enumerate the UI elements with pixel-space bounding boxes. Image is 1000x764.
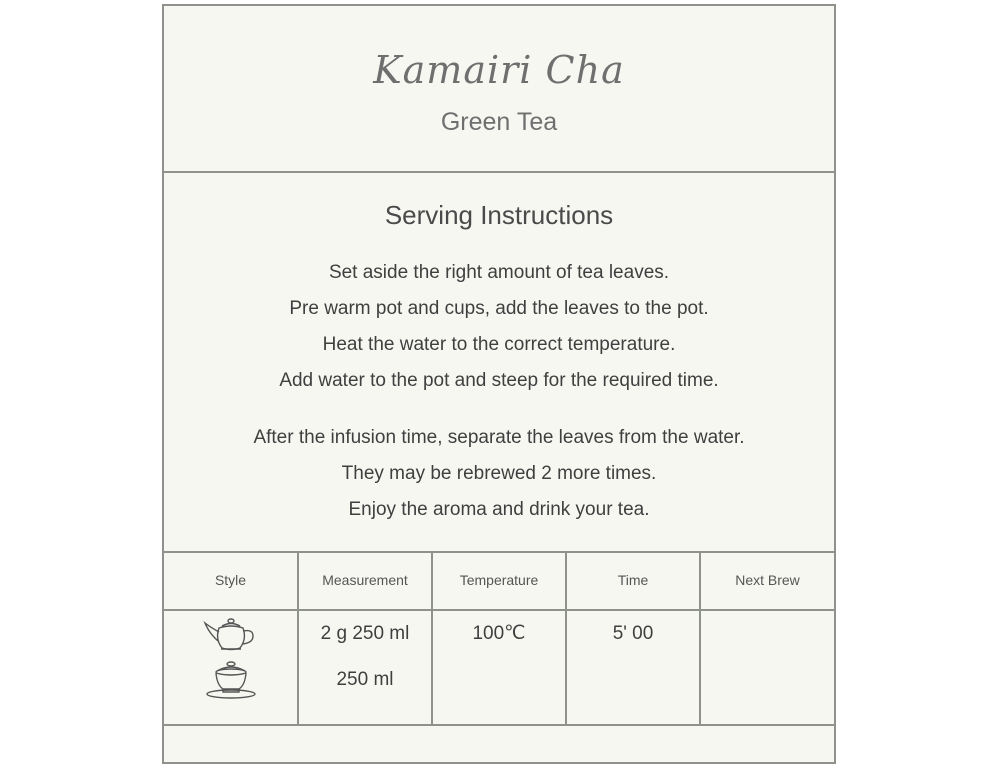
column-header-measurement: Measurement xyxy=(298,551,432,610)
temperature-value: 100℃ xyxy=(472,623,526,644)
instruction-note: After the infusion time, separate the leaves from the water. xyxy=(253,427,745,448)
instruction-step: Pre warm pot and cups, add the leaves to the pot. xyxy=(289,298,709,319)
brewing-table xyxy=(164,551,834,726)
teapot-icon xyxy=(164,611,297,657)
next-brew-cell xyxy=(700,610,834,725)
instruction-step: Heat the water to the correct temperature. xyxy=(322,334,676,355)
tea-card xyxy=(162,4,836,764)
measurement-gaiwan: 250 ml xyxy=(336,669,394,690)
instruction-step: Add water to the pot and steep for the required time. xyxy=(279,370,719,391)
table-row xyxy=(164,610,834,725)
tea-type: Green Tea xyxy=(440,108,558,136)
measurement-cell xyxy=(298,610,432,725)
style-cell xyxy=(164,610,298,725)
column-header-temperature: Temperature xyxy=(432,551,566,610)
gaiwan-icon xyxy=(164,657,297,703)
time-value: 5' 00 xyxy=(612,623,654,644)
card-header xyxy=(164,6,834,173)
instruction-note: They may be rebrewed 2 more times. xyxy=(341,463,657,484)
tea-name: Kamairi Cha xyxy=(373,48,625,92)
table-header-row xyxy=(164,551,834,610)
instructions-heading: Serving Instructions xyxy=(384,200,614,230)
after-infusion-notes xyxy=(164,420,834,528)
column-header-style: Style xyxy=(164,551,298,610)
next-brew-value xyxy=(701,611,834,657)
instruction-steps xyxy=(164,255,834,399)
instruction-note: Enjoy the aroma and drink your tea. xyxy=(348,499,650,520)
column-header-time: Time xyxy=(566,551,700,610)
instruction-step: Set aside the right amount of tea leaves. xyxy=(328,262,670,283)
serving-instructions xyxy=(164,173,834,553)
measurement-teapot: 2 g 250 ml xyxy=(320,623,410,644)
time-cell xyxy=(566,610,700,725)
temperature-cell xyxy=(432,610,566,725)
column-header-next-brew: Next Brew xyxy=(700,551,834,610)
